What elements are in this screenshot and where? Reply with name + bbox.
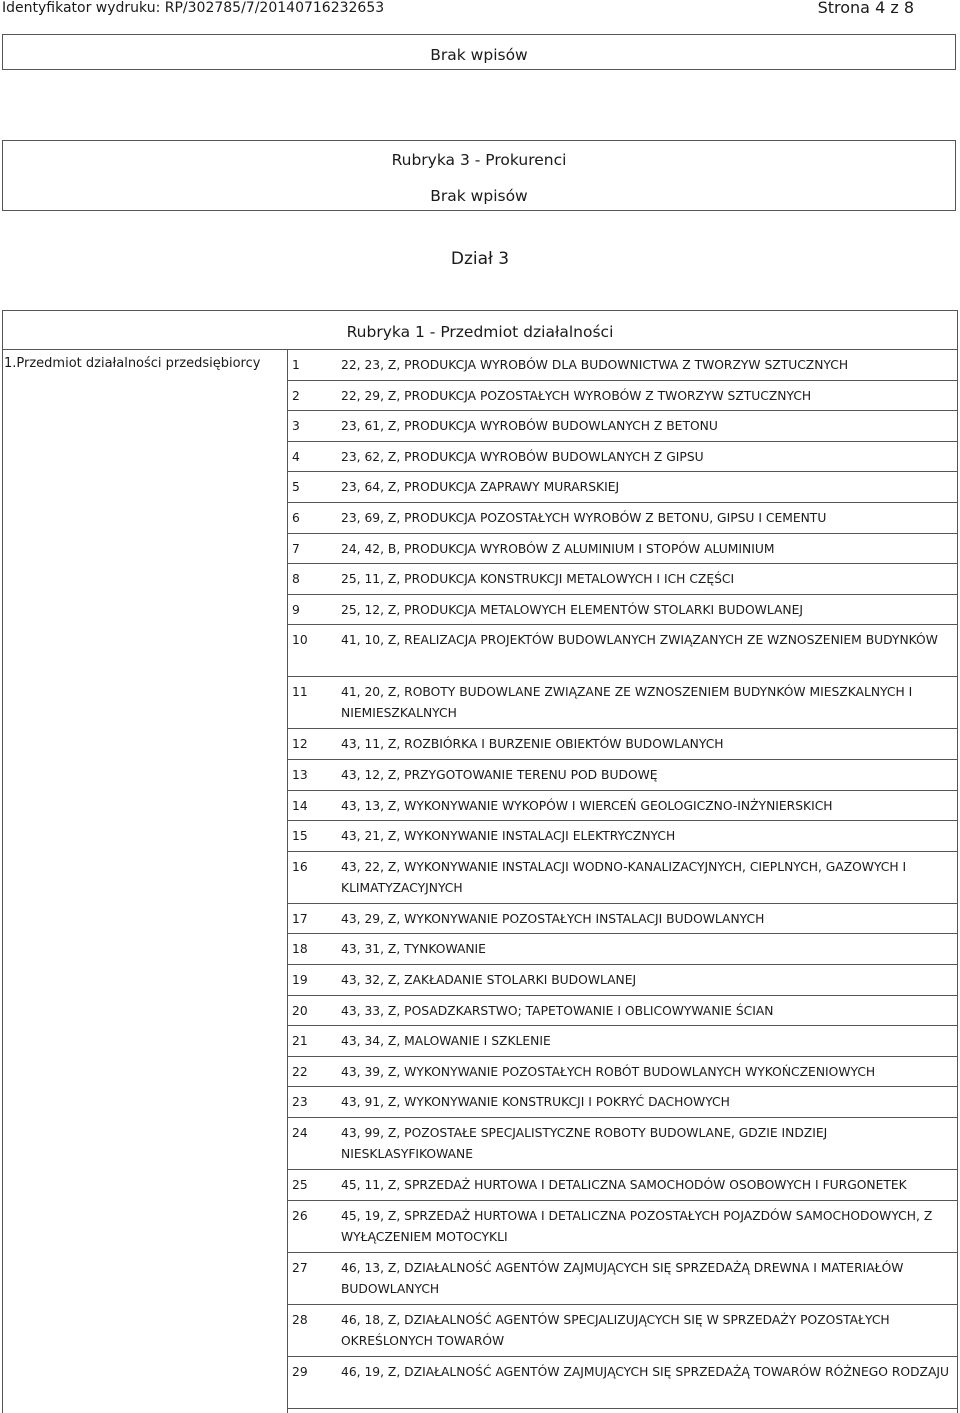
row-number: 4 xyxy=(292,449,300,464)
row-activity-text: 22, 29, Z, PRODUKCJA POZOSTAŁYCH WYROBÓW Z TWORZYW SZTUCZNYCH xyxy=(341,388,812,403)
row-number: 7 xyxy=(292,541,300,556)
table-row xyxy=(288,1201,957,1253)
table-row xyxy=(288,503,957,534)
row-activity-text: 23, 69, Z, PRODUKCJA POZOSTAŁYCH WYROBÓW Z BETONU, GIPSU I CEMENTU xyxy=(341,511,827,525)
row-activity-text: 46, 13, Z, DZIAŁALNOŚĆ AGENTÓW ZAJMUJĄCYCH SIĘ SPRZEDAŻĄ DREWNA I MATERIAŁÓW BUDOWLANYCH xyxy=(341,1260,904,1296)
row-activity-text: 43, 29, Z, WYKONYWANIE POZOSTAŁYCH INSTALACJI BUDOWLANYCH xyxy=(341,911,765,926)
table-row xyxy=(288,442,957,473)
row-number: 12 xyxy=(292,737,308,752)
row-activity-text: 23, 64, Z, PRODUKCJA ZAPRAWY MURARSKIEJ xyxy=(341,480,620,495)
table-row xyxy=(288,729,957,760)
row-activity-text: 22, 23, Z, PRODUKCJA WYROBÓW DLA BUDOWNICTWA Z TWORZYW SZTUCZNYCH xyxy=(341,358,849,372)
table-row xyxy=(288,411,957,442)
table-row xyxy=(288,1305,957,1357)
table-row xyxy=(288,381,957,412)
row-activity-text: 43, 33, Z, POSADZKARSTWO; TAPETOWANIE I OBLICOWYWANIE ŚCIAN xyxy=(341,1003,774,1018)
table-row xyxy=(288,996,957,1027)
row-activity-text: 43, 13, Z, WYKONYWANIE WYKOPÓW I WIERCEŃ GEOLOGICZNO-INŻYNIERSKICH xyxy=(341,798,833,813)
table-row xyxy=(288,1026,957,1057)
row-activity-text: 43, 31, Z, TYNKOWANIE xyxy=(341,942,486,957)
row-number: 10 xyxy=(292,633,308,648)
prokurenci-no-entries: Brak wpisów xyxy=(430,187,528,205)
table-row xyxy=(288,1253,957,1305)
prokurenci-box xyxy=(2,140,956,211)
rubryka-title: Rubryka 1 - Przedmiot działalności xyxy=(346,323,614,341)
row-activity-text: 43, 99, Z, POZOSTAŁE SPECJALISTYCZNE ROBOTY BUDOWLANE, GDZIE INDZIEJ NIESKLASYFIKOWANE xyxy=(341,1126,828,1161)
row-number: 29 xyxy=(292,1364,308,1379)
table-row xyxy=(288,760,957,791)
row-number: 1 xyxy=(292,358,300,372)
print-header xyxy=(0,0,960,20)
print-identifier: Identyfikator wydruku: RP/302785/7/20140716232653 xyxy=(2,0,385,16)
table-row xyxy=(288,1170,957,1201)
row-number: 14 xyxy=(292,798,308,813)
no-entries-text: Brak wpisów xyxy=(430,46,528,64)
table-row xyxy=(288,1357,957,1409)
row-number: 17 xyxy=(292,911,308,926)
row-activity-text: 24, 42, B, PRODUKCJA WYROBÓW Z ALUMINIUM I STOPÓW ALUMINIUM xyxy=(341,541,775,556)
row-number: 22 xyxy=(292,1064,308,1079)
row-number: 2 xyxy=(292,388,300,403)
table-row xyxy=(288,564,957,595)
row-number: 8 xyxy=(292,572,300,587)
row-activity-text: 43, 21, Z, WYKONYWANIE INSTALACJI ELEKTRYCZNYCH xyxy=(341,829,676,844)
row-number: 27 xyxy=(292,1260,308,1275)
table-row xyxy=(288,852,957,904)
row-number: 28 xyxy=(292,1312,308,1327)
table-row xyxy=(288,1087,957,1118)
row-activity-text: 43, 11, Z, ROZBIÓRKA I BURZENIE OBIEKTÓW BUDOWLANYCH xyxy=(341,737,724,752)
row-number: 3 xyxy=(292,419,300,434)
table-row xyxy=(288,350,957,381)
table-row xyxy=(288,534,957,565)
table-row xyxy=(288,1118,957,1170)
activity-label: 1.Przedmiot działalności przedsiębiorcy xyxy=(4,356,261,371)
table-row xyxy=(288,677,957,729)
row-activity-text: 23, 61, Z, PRODUKCJA WYROBÓW BUDOWLANYCH Z BETONU xyxy=(341,419,718,434)
row-number: 21 xyxy=(292,1034,308,1049)
row-activity-text: 43, 34, Z, MALOWANIE I SZKLENIE xyxy=(341,1034,551,1049)
row-number: 5 xyxy=(292,480,300,495)
row-number: 24 xyxy=(292,1126,308,1140)
page-number: Strona 4 z 8 xyxy=(817,0,914,17)
row-activity-text: 45, 11, Z, SPRZEDAŻ HURTOWA I DETALICZNA SAMOCHODÓW OSOBOWYCH I FURGONETEK xyxy=(341,1178,907,1192)
row-activity-text: 41, 20, Z, ROBOTY BUDOWLANE ZWIĄZANE ZE WZNOSZENIEM BUDYNKÓW MIESZKALNYCH I NIEMIESZKALNYCH xyxy=(341,685,913,721)
prokurenci-title: Rubryka 3 - Prokurenci xyxy=(391,151,567,169)
row-activity-text: 46, 19, Z, DZIAŁALNOŚĆ AGENTÓW ZAJMUJĄCYCH SIĘ SPRZEDAŻĄ TOWARÓW RÓŻNEGO RODZAJU xyxy=(341,1364,949,1379)
table-row xyxy=(288,791,957,822)
table-row xyxy=(288,934,957,965)
row-activity-text: 43, 22, Z, WYKONYWANIE INSTALACJI WODNO-KANALIZACYJNYCH, CIEPLNYCH, GAZOWYCH I KLIMATYZACYJNYCH xyxy=(341,859,907,895)
row-number: 11 xyxy=(292,685,308,700)
row-number: 16 xyxy=(292,859,308,874)
table-row xyxy=(288,472,957,503)
row-number: 6 xyxy=(292,511,300,525)
row-activity-text: 46, 18, Z, DZIAŁALNOŚĆ AGENTÓW SPECJALIZUJĄCYCH SIĘ W SPRZEDAŻY POZOSTAŁYCH OKREŚLONYCH TOWARÓW xyxy=(341,1312,890,1348)
row-activity-text: 25, 12, Z, PRODUKCJA METALOWYCH ELEMENTÓW STOLARKI BUDOWLANEJ xyxy=(341,602,803,617)
row-activity-text: 43, 91, Z, WYKONYWANIE KONSTRUKCJI I POKRYĆ DACHOWYCH xyxy=(341,1095,730,1110)
table-row xyxy=(288,821,957,852)
table-row xyxy=(288,625,957,677)
row-number: 25 xyxy=(292,1178,308,1192)
section-heading: Dział 3 xyxy=(450,249,510,269)
row-number: 26 xyxy=(292,1208,308,1223)
table-row xyxy=(288,904,957,935)
row-activity-text: 43, 32, Z, ZAKŁADANIE STOLARKI BUDOWLANEJ xyxy=(341,973,637,987)
row-number: 19 xyxy=(292,973,308,987)
row-activity-text: 23, 62, Z, PRODUKCJA WYROBÓW BUDOWLANYCH Z GIPSU xyxy=(341,449,704,464)
row-number: 13 xyxy=(292,768,308,782)
row-number: 18 xyxy=(292,942,308,957)
row-activity-text: 25, 11, Z, PRODUKCJA KONSTRUKCJI METALOWYCH I ICH CZĘŚCI xyxy=(341,572,735,587)
row-activity-text: 43, 12, Z, PRZYGOTOWANIE TERENU POD BUDOWĘ xyxy=(341,768,658,782)
row-number: 15 xyxy=(292,829,308,844)
no-entries-box xyxy=(2,34,956,70)
row-activity-text: 41, 10, Z, REALIZACJA PROJEKTÓW BUDOWLANYCH ZWIĄZANYCH ZE WZNOSZENIEM BUDYNKÓW xyxy=(341,633,938,648)
table-row xyxy=(288,595,957,626)
row-activity-text: 45, 19, Z, SPRZEDAŻ HURTOWA I DETALICZNA POZOSTAŁYCH POJAZDÓW SAMOCHODOWYCH, Z WYŁĄCZENIEM MOTOCYKLI xyxy=(341,1208,933,1244)
table-row xyxy=(288,965,957,996)
row-number: 23 xyxy=(292,1095,308,1110)
table-row xyxy=(288,1057,957,1088)
row-activity-text: 43, 39, Z, WYKONYWANIE POZOSTAŁYCH ROBÓT BUDOWLANYCH WYKOŃCZENIOWYCH xyxy=(341,1064,876,1079)
row-number: 9 xyxy=(292,602,300,617)
row-number: 20 xyxy=(292,1003,308,1018)
